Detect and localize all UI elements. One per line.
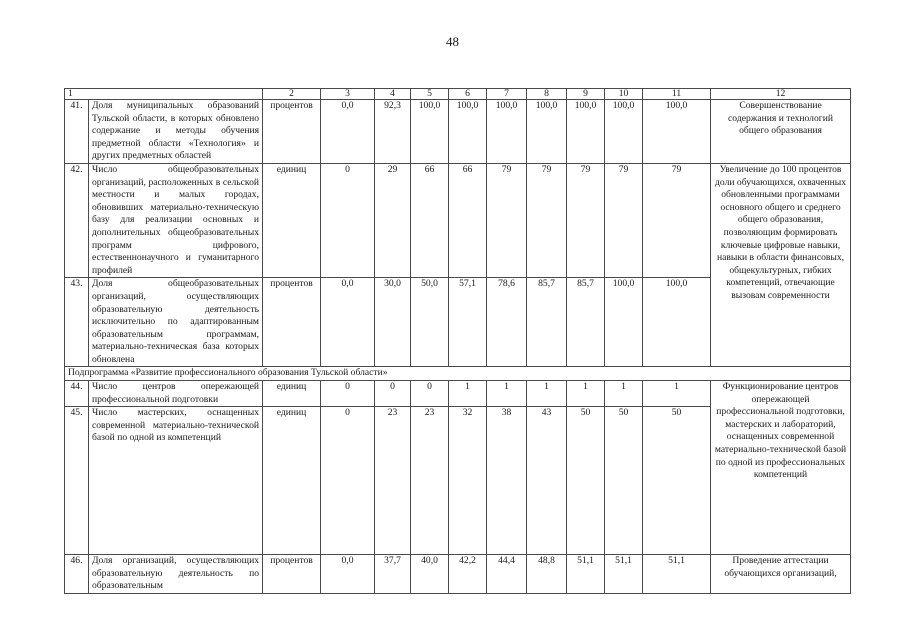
value-cell: 100,0 xyxy=(527,100,567,164)
value-cell: 0,0 xyxy=(321,278,375,367)
value-cell: 50 xyxy=(605,407,643,555)
header-cell: 7 xyxy=(487,89,527,100)
indicator-name: Доля общеобразовательных организаций, осуществляющих образовательную деятельность исключительно по адаптированным образовательным программам, материально-техническая база которых обновлена xyxy=(89,278,263,367)
header-cell: 4 xyxy=(375,89,411,100)
value-cell: 42,2 xyxy=(449,555,487,594)
header-cell: 2 xyxy=(263,89,321,100)
value-cell: 100,0 xyxy=(567,100,605,164)
value-cell: 1 xyxy=(487,381,527,407)
value-cell: 66 xyxy=(411,163,449,277)
value-cell: 23 xyxy=(411,407,449,555)
value-cell: 1 xyxy=(643,381,711,407)
value-cell: 1 xyxy=(605,381,643,407)
value-cell: 44,4 xyxy=(487,555,527,594)
table-row xyxy=(65,163,851,277)
value-cell: 0 xyxy=(321,163,375,277)
value-cell: 100,0 xyxy=(449,100,487,164)
value-cell: 29 xyxy=(375,163,411,277)
value-cell: 1 xyxy=(527,381,567,407)
result-cell: Проведение аттестации обучающихся организаций, xyxy=(711,555,851,594)
header-cell: 12 xyxy=(711,89,851,100)
value-cell: 57,1 xyxy=(449,278,487,367)
header-cell: 10 xyxy=(605,89,643,100)
header-cell: 1 xyxy=(65,89,263,100)
value-cell: 85,7 xyxy=(527,278,567,367)
value-cell: 0 xyxy=(411,381,449,407)
value-cell: 0 xyxy=(321,407,375,555)
value-cell: 79 xyxy=(643,163,711,277)
value-cell: 78,6 xyxy=(487,278,527,367)
page-number: 48 xyxy=(446,34,459,49)
value-cell: 0,0 xyxy=(321,100,375,164)
value-cell: 50 xyxy=(567,407,605,555)
subprogram-title: Подпрограмма «Развитие профессионального образования Тульской области» xyxy=(65,367,851,381)
header-cell: 5 xyxy=(411,89,449,100)
value-cell: 100,0 xyxy=(643,278,711,367)
value-cell: 100,0 xyxy=(605,100,643,164)
value-cell: 50,0 xyxy=(411,278,449,367)
unit-cell: процентов xyxy=(263,555,321,594)
indicator-name: Доля муниципальных образований Тульской области, в которых обновлено содержание и методы обучения предметной области «Технология» и других предметных областей xyxy=(89,100,263,164)
table-row xyxy=(65,555,851,594)
value-cell: 66 xyxy=(449,163,487,277)
value-cell: 48,8 xyxy=(527,555,567,594)
header-cell: 9 xyxy=(567,89,605,100)
indicator-name: Доля организаций, осуществляющих образовательную деятельность по образовательным xyxy=(89,555,263,594)
value-cell: 23 xyxy=(375,407,411,555)
header-cell: 3 xyxy=(321,89,375,100)
header-cell: 6 xyxy=(449,89,487,100)
value-cell: 85,7 xyxy=(567,278,605,367)
indicator-name: Число мастерских, оснащенных современной материально-технической базой по одной из компетенций xyxy=(89,407,263,555)
table-row xyxy=(65,100,851,164)
value-cell: 50 xyxy=(643,407,711,555)
result-cell: Увеличение до 100 процентов доли обучающихся, охваченных обновленными программами основного общего и среднего общего образования, позволяющим формировать ключевые цифровые навыки, навыки в области финансовых, общекультурных, гибких компетенций, отвечающие вызовам современности xyxy=(711,163,851,367)
row-number: 43. xyxy=(65,278,89,367)
value-cell: 1 xyxy=(567,381,605,407)
unit-cell: процентов xyxy=(263,278,321,367)
value-cell: 100,0 xyxy=(643,100,711,164)
table-row xyxy=(65,381,851,407)
row-number: 41. xyxy=(65,100,89,164)
value-cell: 32 xyxy=(449,407,487,555)
value-cell: 79 xyxy=(487,163,527,277)
value-cell: 43 xyxy=(527,407,567,555)
result-cell: Совершенствование содержания и технологий общего образования xyxy=(711,100,851,164)
value-cell: 30,0 xyxy=(375,278,411,367)
value-cell: 100,0 xyxy=(605,278,643,367)
value-cell: 100,0 xyxy=(411,100,449,164)
header-cell: 11 xyxy=(643,89,711,100)
unit-cell: единиц xyxy=(263,407,321,555)
value-cell: 79 xyxy=(567,163,605,277)
unit-cell: единиц xyxy=(263,381,321,407)
value-cell: 79 xyxy=(527,163,567,277)
value-cell: 0,0 xyxy=(321,555,375,594)
value-cell: 51,1 xyxy=(643,555,711,594)
value-cell: 1 xyxy=(449,381,487,407)
subprogram-row xyxy=(65,367,851,381)
unit-cell: процентов xyxy=(263,100,321,164)
value-cell: 100,0 xyxy=(487,100,527,164)
value-cell: 0 xyxy=(375,381,411,407)
value-cell: 51,1 xyxy=(605,555,643,594)
row-number: 45. xyxy=(65,407,89,555)
indicator-name: Число центров опережающей профессиональной подготовки xyxy=(89,381,263,407)
value-cell: 92,3 xyxy=(375,100,411,164)
row-number: 42. xyxy=(65,163,89,277)
value-cell: 40,0 xyxy=(411,555,449,594)
row-number: 44. xyxy=(65,381,89,407)
value-cell: 0 xyxy=(321,381,375,407)
unit-cell: единиц xyxy=(263,163,321,277)
row-number: 46. xyxy=(65,555,89,594)
value-cell: 79 xyxy=(605,163,643,277)
header-row xyxy=(65,89,851,100)
result-cell: Функционирование центров опережающей профессиональной подготовки, мастерских и лабораторий, оснащенных современной материально-технической базой по одной из профессиональных компетенций xyxy=(711,381,851,555)
indicator-name: Число общеобразовательных организаций, расположенных в сельской местности и малых городах, обновивших материально-техническую базу для реализации основных и дополнительных общеобразовательных программ цифрового, естественнонаучного и гуманитарного профилей xyxy=(89,163,263,277)
value-cell: 51,1 xyxy=(567,555,605,594)
value-cell: 38 xyxy=(487,407,527,555)
value-cell: 37,7 xyxy=(375,555,411,594)
header-cell: 8 xyxy=(527,89,567,100)
indicators-table xyxy=(64,88,851,594)
